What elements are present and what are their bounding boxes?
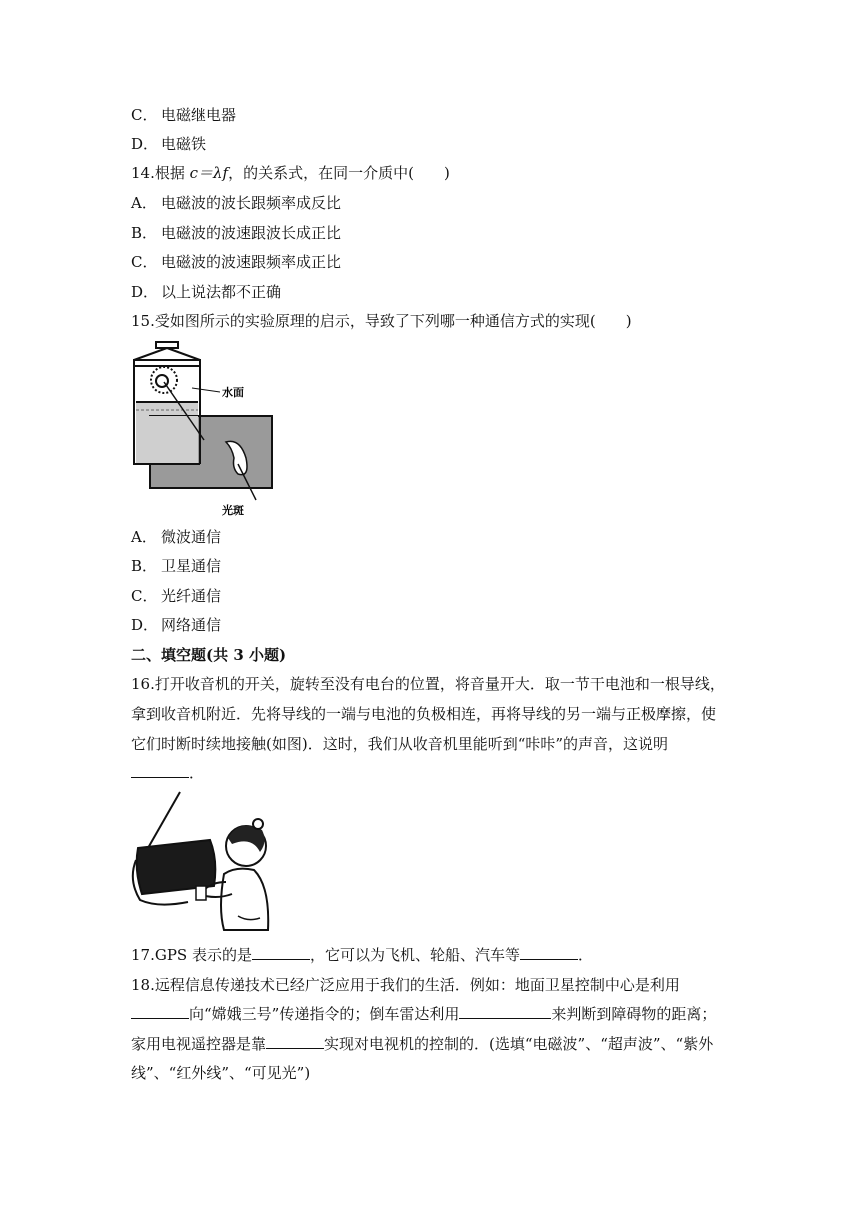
q17-blank-1[interactable]	[252, 945, 310, 960]
q17-blank-2[interactable]	[520, 945, 578, 960]
q14-option-c: C． 电磁波的波速跟频率成正比	[131, 253, 342, 271]
water-jet-light-figure	[128, 340, 278, 518]
q15-option-b: B． 卫星通信	[131, 557, 222, 575]
q18-line-4: 线”、“红外线”、“可见光”)	[131, 1064, 311, 1082]
q13-option-c: C． 电磁继电器	[131, 106, 237, 124]
light-spot-label: 光斑	[222, 504, 244, 517]
radio-girl-figure	[128, 790, 278, 936]
q17: 17.GPS 表示的是 ，它可以为飞机、轮船、汽车等 ．	[131, 946, 594, 964]
section-title: 二、填空题(共 3 小题)	[131, 646, 287, 664]
q18-line-3: 家用电视遥控器是靠 实现对电视机的控制的．(选填“电磁波”、“超声波”、“紫外	[131, 1035, 714, 1053]
q18-blank-3[interactable]	[266, 1034, 324, 1049]
q15-stem: 15.受如图所示的实验原理的启示，导致了下列哪一种通信方式的实现( )	[131, 312, 632, 330]
q15-option-c: C． 光纤通信	[131, 587, 222, 605]
q15-option-d: D． 网络通信	[131, 616, 222, 634]
q14-option-d: D． 以上说法都不正确	[131, 283, 282, 301]
water-surface-label: 水面	[222, 386, 244, 399]
q18-line-2: 向“嫦娥三号”传递指令的；倒车雷达利用 来判断到障碍物的距离；	[131, 1004, 716, 1024]
q16-answer-blank[interactable]	[131, 763, 189, 778]
q14-option-a: A． 电磁波的波长跟频率成反比	[131, 194, 342, 212]
q16-line-4: ．	[131, 763, 204, 783]
q16-line-1: 16.打开收音机的开关，旋转至没有电台的位置，将音量开大．取一节干电池和一根导线，	[131, 675, 725, 693]
q14-stem: 14.根据 c＝λf，的关系式，在同一介质中( )	[131, 164, 450, 182]
q14-option-b: B． 电磁波的波速跟波长成正比	[131, 224, 342, 242]
q13-option-d: D． 电磁铁	[131, 135, 207, 153]
q16-line-2: 拿到收音机附近．先将导线的一端与电池的负极相连，再将导线的另一端与正极摩擦，使	[131, 705, 717, 723]
q18-line-1: 18.远程信息传递技术已经广泛应用于我们的生活．例如：地面卫星控制中心是利用	[131, 976, 680, 994]
q18-blank-1[interactable]	[131, 1004, 189, 1019]
q16-line-3: 它们时断时续地接触(如图)．这时，我们从收音机里能听到“咔咔”的声音，这说明	[131, 735, 669, 753]
q18-blank-2[interactable]	[459, 1004, 551, 1019]
q14-formula: c＝λf	[189, 164, 229, 182]
q15-option-a: A． 微波通信	[131, 528, 222, 546]
